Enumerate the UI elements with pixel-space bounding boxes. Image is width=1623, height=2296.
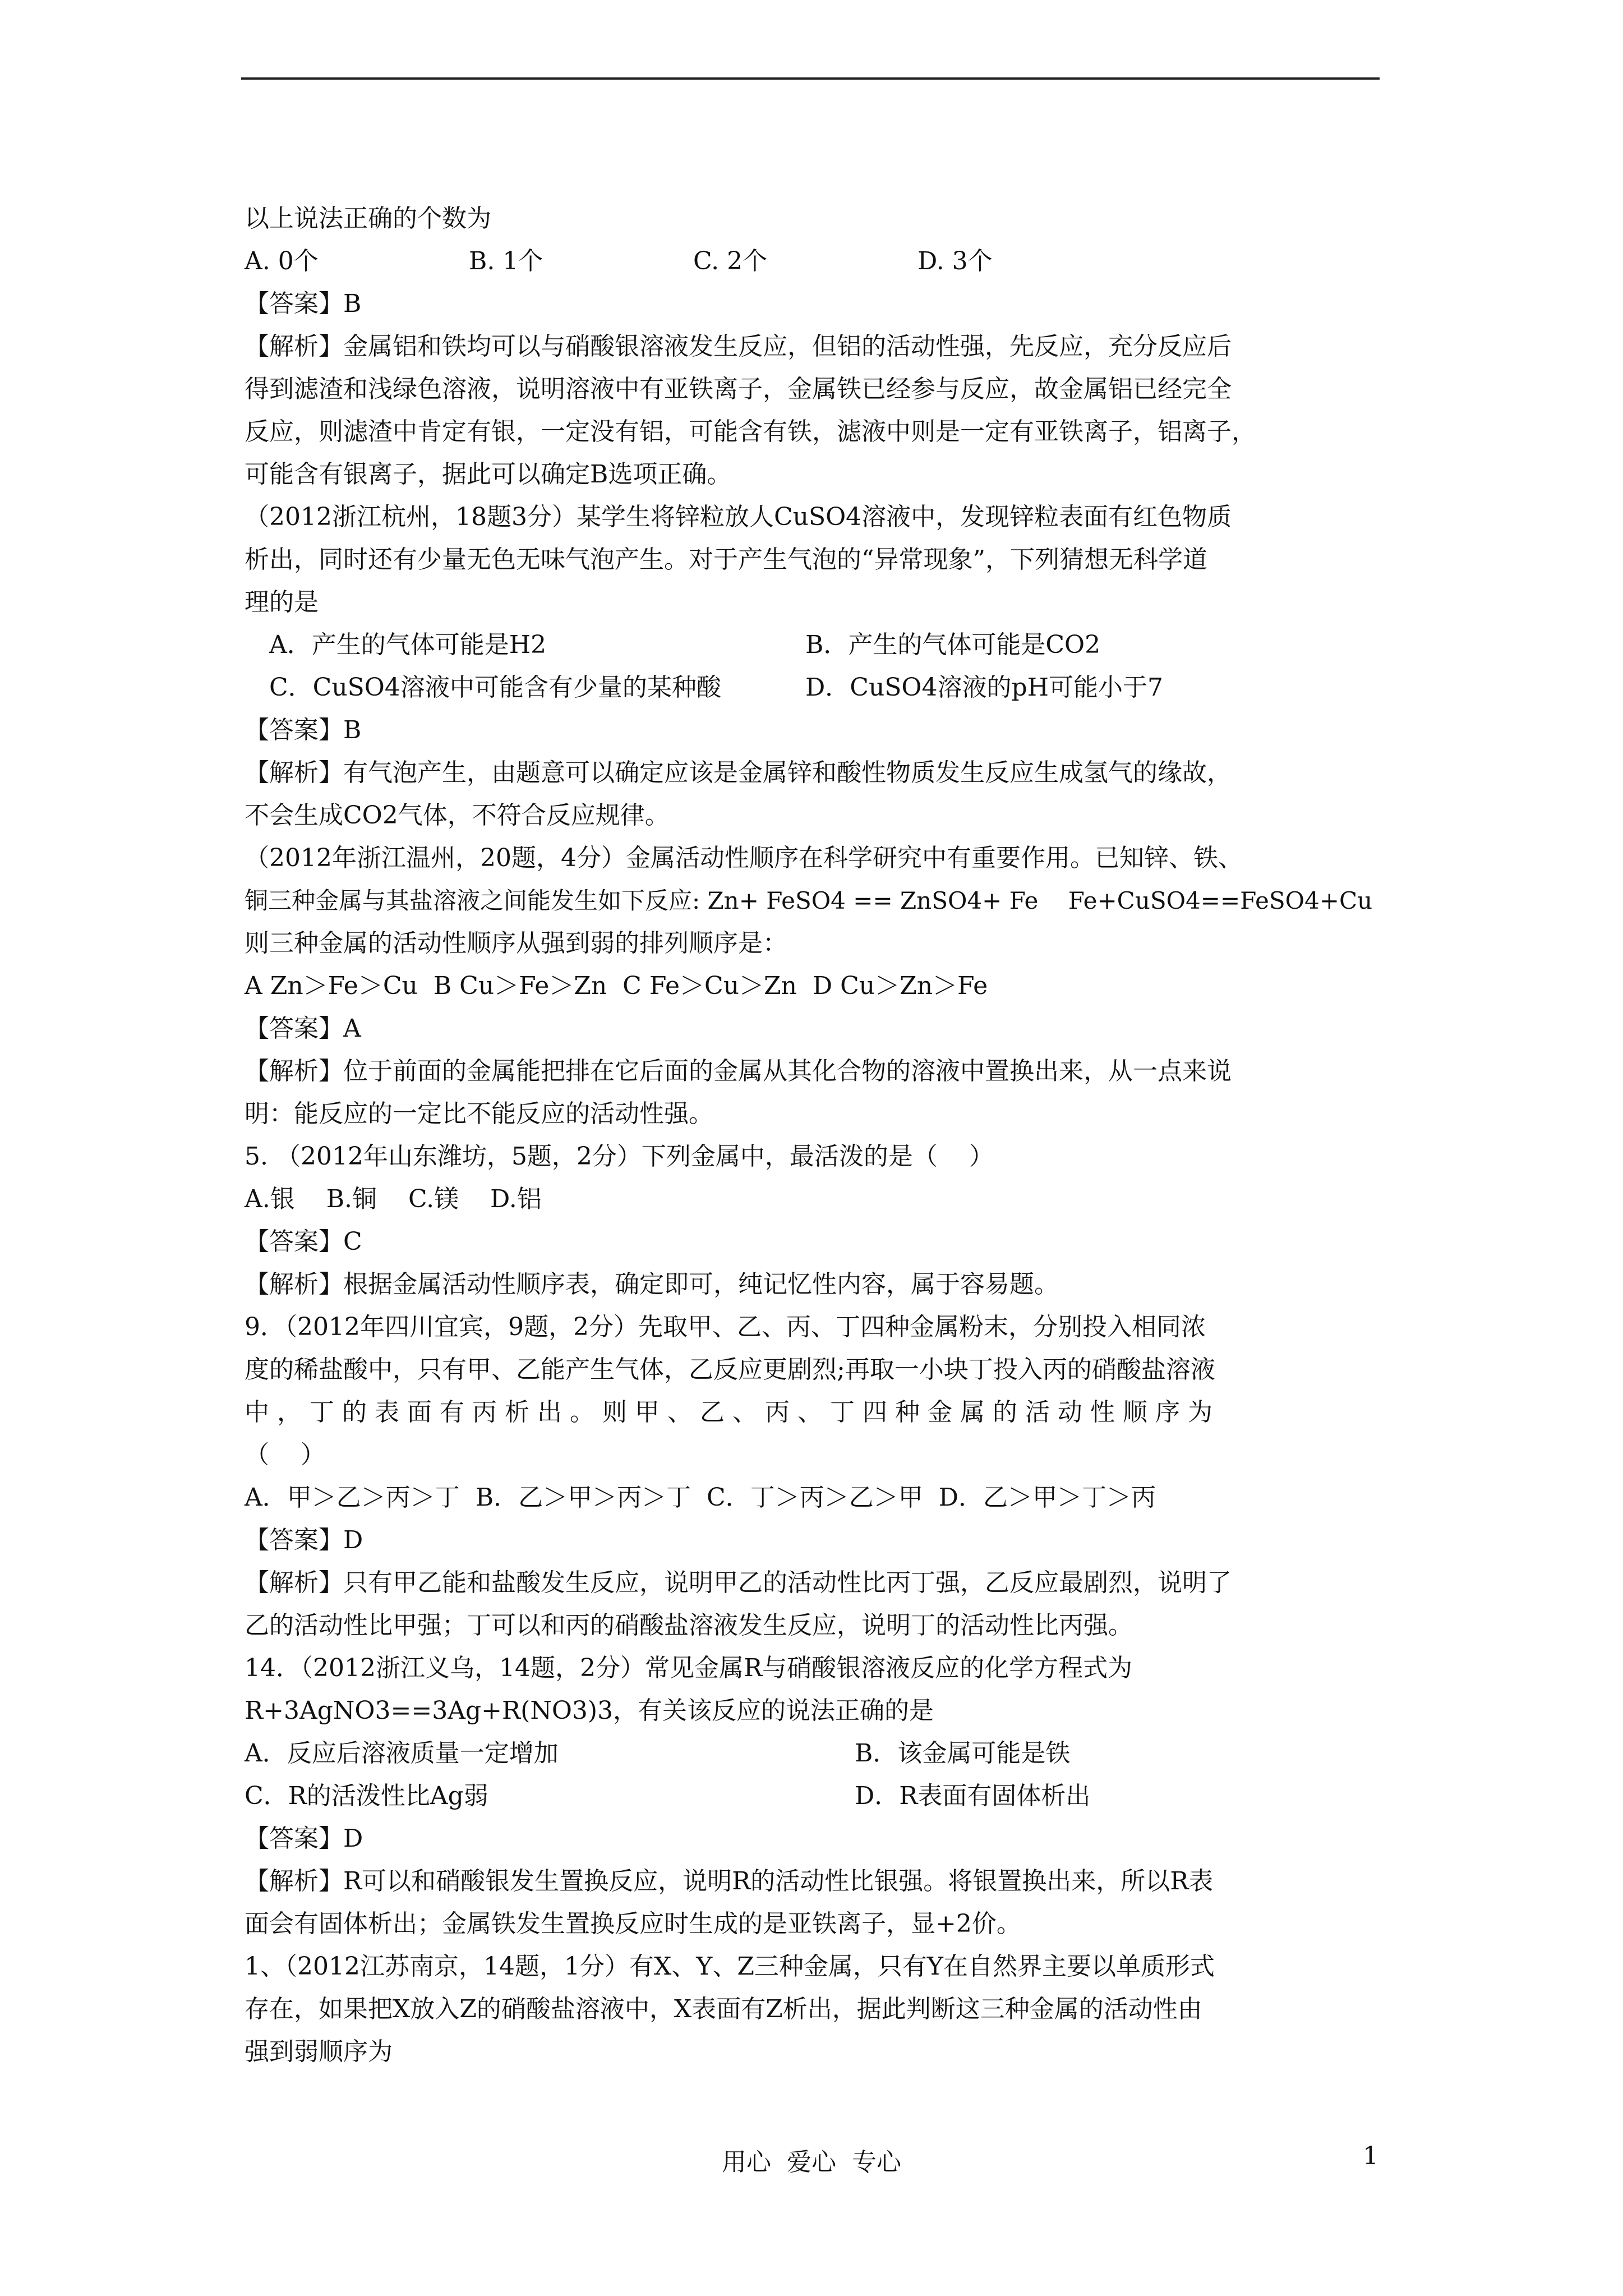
analysis-line: 【解析】R可以和硝酸银发生置换反应，说明R的活动性比银强。将银置换出来，所以R表 bbox=[245, 1867, 1214, 1895]
text-line: 则三种金属的活动性顺序从强到弱的排列顺序是： bbox=[245, 929, 787, 958]
answer-line: 【答案】C bbox=[245, 1227, 362, 1256]
choice-row bbox=[245, 624, 1478, 666]
question-line: 14．（2012浙江义乌，14题，2分）常见金属R与硝酸银溶液反应的化学方程式为 bbox=[245, 1654, 1133, 1682]
question-line: 9．（2012年四川宜宾，9题，2分）先取甲、乙、丙、丁四种金属粉末，分别投入相同浓 bbox=[245, 1313, 1206, 1341]
text-line: 反应，则滤渣中肯定有银，一定没有铝，可能含有铁，滤液中则是一定有亚铁离子，铝离子， bbox=[245, 417, 1256, 446]
analysis-line: 【解析】金属铝和铁均可以与硝酸银溶液发生反应，但铝的活动性强，先反应，充分反应后 bbox=[245, 332, 1232, 361]
choice-d: D．CuSO4溶液的pH可能小于7 bbox=[805, 673, 1164, 702]
text-line: R+3AgNO3==3Ag+R(NO3)3，有关该反应的说法正确的是 bbox=[245, 1696, 934, 1725]
text-line: 中，丁的表面有丙析出。则甲、乙、丙、丁四种金属的活动性顺序为 bbox=[245, 1398, 1220, 1427]
choice-d: D. 3个 bbox=[917, 247, 993, 275]
answer-line: 【答案】B bbox=[245, 289, 362, 318]
choice-a: A．产生的气体可能是H2 bbox=[269, 631, 547, 659]
text-line: 强到弱顺序为 bbox=[245, 2037, 393, 2066]
text-line: 存在，如果把X放入Z的硝酸盐溶液中，X表面有Z析出，据此判断这三种金属的活动性由 bbox=[245, 1995, 1202, 2023]
text-line: 可能含有银离子，据此可以确定B选项正确。 bbox=[245, 460, 732, 489]
question-line: 1、（2012江苏南京，14题，1分）有X、Y、Z三种金属，只有Y在自然界主要以单质形式 bbox=[245, 1952, 1215, 1981]
text-line: （ ） bbox=[245, 1441, 325, 1469]
footer-motto: 用心 爱心 专心 bbox=[722, 2148, 901, 2177]
answer-line: 【答案】A bbox=[245, 1014, 361, 1043]
choice-d: D．R表面有固体析出 bbox=[855, 1782, 1091, 1810]
document-body bbox=[245, 197, 1478, 2073]
choice-row bbox=[245, 666, 1478, 709]
text-line: 不会生成CO2气体，不符合反应规律。 bbox=[245, 801, 670, 830]
analysis-line: 【解析】只有甲乙能和盐酸发生反应，说明甲乙的活动性比丙丁强，乙反应最剧烈，说明了 bbox=[245, 1568, 1232, 1597]
analysis-line: 【解析】根据金属活动性顺序表，确定即可，纯记忆性内容，属于容易题。 bbox=[245, 1270, 1059, 1299]
text-line: 得到滤渣和浅绿色溶液，说明溶液中有亚铁离子，金属铁已经参与反应，故金属铝已经完全 bbox=[245, 375, 1232, 403]
analysis-line: 【解析】有气泡产生，由题意可以确定应该是金属锌和酸性物质发生反应生成氢气的缘故， bbox=[245, 758, 1232, 787]
choice-row bbox=[245, 1732, 1478, 1775]
question-line: 5. （2012年山东潍坊，5题，2分）下列金属中，最活泼的是（ ） bbox=[245, 1142, 994, 1171]
choice-c: C．R的活泼性比Ag弱 bbox=[245, 1782, 488, 1810]
choice-c: C. 2个 bbox=[693, 247, 768, 275]
text-line: 理的是 bbox=[245, 588, 319, 616]
choice-b: B. 1个 bbox=[469, 247, 543, 275]
choice-c: C．CuSO4溶液中可能含有少量的某种酸 bbox=[269, 673, 721, 702]
text-line: 度的稀盐酸中，只有甲、乙能产生气体，乙反应更剧烈;再取一小块丁投入丙的硝酸盐溶液 bbox=[245, 1355, 1215, 1384]
choice-row: A Zn＞Fe＞Cu B Cu＞Fe＞Zn C Fe＞Cu＞Zn D Cu＞Zn＞Fe bbox=[245, 972, 988, 1000]
answer-line: 【答案】D bbox=[245, 1526, 363, 1554]
choice-row: A.银 B.铜 C.镁 D.铝 bbox=[245, 1185, 542, 1213]
answer-line: 【答案】B bbox=[245, 716, 362, 744]
analysis-line: 【解析】位于前面的金属能把排在它后面的金属从其化合物的溶液中置换出来，从一点来说 bbox=[245, 1057, 1232, 1085]
text-line: 析出，同时还有少量无色无味气泡产生。对于产生气泡的“异常现象”，下列猜想无科学道 bbox=[245, 545, 1207, 574]
choice-b: B．产生的气体可能是CO2 bbox=[805, 631, 1101, 659]
answer-line: 【答案】D bbox=[245, 1824, 363, 1853]
text-line: 乙的活动性比甲强；丁可以和丙的硝酸盐溶液发生反应，说明丁的活动性比丙强。 bbox=[245, 1611, 1133, 1640]
choice-b: B．该金属可能是铁 bbox=[855, 1739, 1071, 1768]
text-line: 明：能反应的一定比不能反应的活动性强。 bbox=[245, 1099, 713, 1128]
choice-row bbox=[245, 1775, 1478, 1818]
choice-a: A．反应后溶液质量一定增加 bbox=[245, 1739, 559, 1768]
choice-a: A. 0个 bbox=[245, 247, 319, 275]
equation-line: 铜三种金属与其盐溶液之间能发生如下反应: Zn+ FeSO4 == ZnSO4+ Fe Fe+CuSO4==FeSO4+Cu bbox=[245, 887, 1373, 914]
text-line: 以上说法正确的个数为 bbox=[245, 204, 491, 233]
choice-row bbox=[245, 240, 1478, 283]
header-rule bbox=[241, 77, 1380, 80]
page-number: 1 bbox=[1363, 2142, 1378, 2170]
question-line: （2012浙江杭州，18题3分）某学生将锌粒放人CuSO4溶液中，发现锌粒表面有红色物质 bbox=[245, 503, 1232, 531]
choice-row: A．甲＞乙＞丙＞丁 B．乙＞甲＞丙＞丁 C．丁＞丙＞乙＞甲 D．乙＞甲＞丁＞丙 bbox=[245, 1483, 1156, 1512]
text-line: 面会有固体析出；金属铁发生置换反应时生成的是亚铁离子，显+2价。 bbox=[245, 1910, 1021, 1938]
question-line: （2012年浙江温州，20题，4分）金属活动性顺序在科学研究中有重要作用。已知锌、铁、 bbox=[245, 844, 1243, 872]
